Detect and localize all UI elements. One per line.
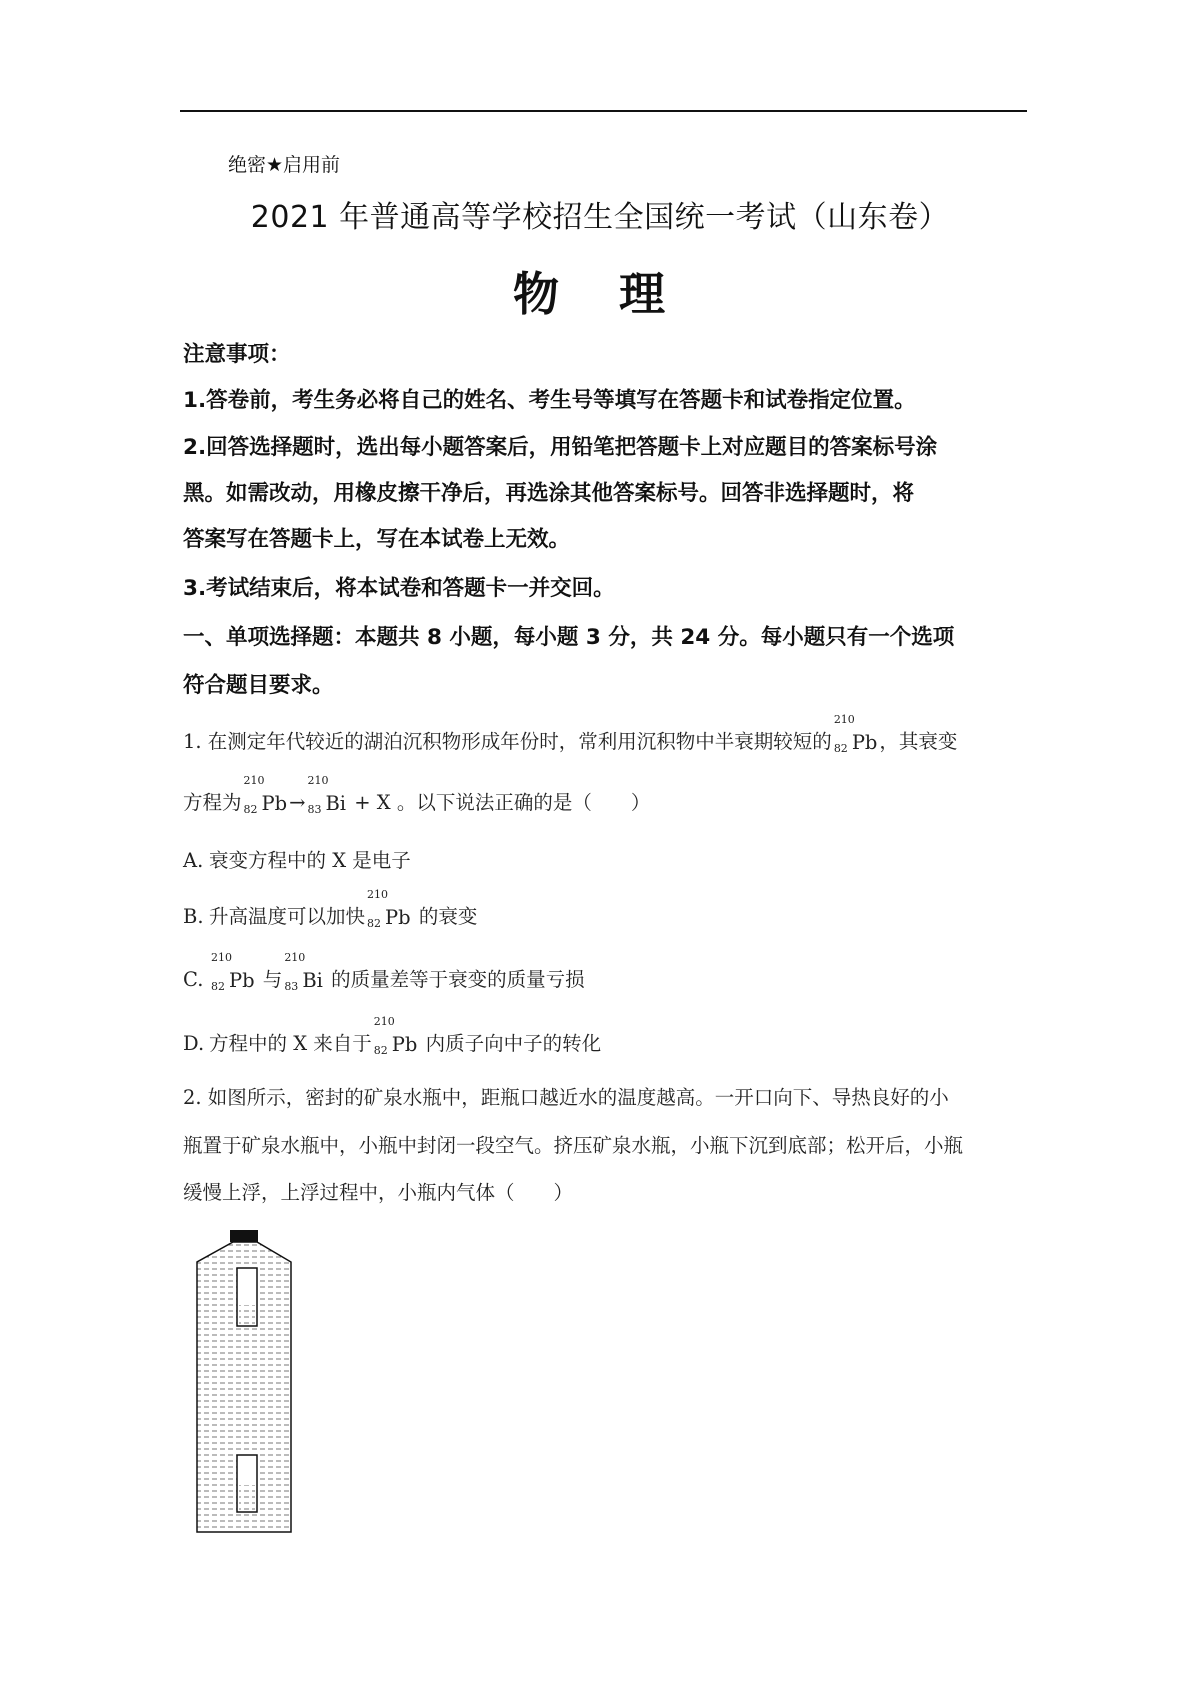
small-vial-top (237, 1268, 257, 1326)
note-line-4: 答案写在答题卡上，写在本试卷上无效。 (183, 527, 571, 552)
subject-title: 物 理 (512, 267, 687, 321)
question-1-line-2: 方程为 210 82 Pb → 210 83 Bi + X 。以下说法正确的是（ ） (183, 788, 650, 819)
bottle-figure (195, 1230, 295, 1535)
bi-nuclide: 210 83 Bi (307, 773, 347, 816)
notes-title: 注意事项： (183, 342, 291, 367)
small-vial-bottom (237, 1455, 257, 1512)
note-line-1: 1.答卷前，考生务必将自己的姓名、考生号等填写在答题卡和试卷指定位置。 (183, 388, 916, 413)
option-d: D. 方程中的 X 来自于 210 82 Pb 内质子向中子的转化 (183, 1029, 601, 1060)
note-line-5: 3.考试结束后，将本试卷和答题卡一并交回。 (183, 576, 615, 601)
question-2-line-2: 瓶置于矿泉水瓶中，小瓶中封闭一段空气。挤压矿泉水瓶，小瓶下沉到底部；松开后，小瓶 (183, 1134, 964, 1157)
question-2-line-1: 2. 如图所示，密封的矿泉水瓶中，距瓶口越近水的温度越高。一开口向下、导热良好的小 (183, 1086, 949, 1109)
top-rule (180, 110, 1027, 112)
arrow-symbol: → (289, 791, 306, 814)
pb-nuclide: 210 82 Pb (367, 887, 411, 930)
option-text: 衰变方程中的 X 是电子 (209, 849, 411, 872)
question-1-line-1: 1. 在测定年代较近的湖泊沉积物形成年份时，常利用沉积物中半衰期较短的 210 82 Pb ，其衰变 (183, 727, 957, 758)
option-a (183, 846, 411, 876)
pb-nuclide: 210 82 Pb (373, 1014, 418, 1057)
note-line-3: 黑。如需改动，用橡皮擦干净后，再选涂其他答案标号。回答非选择题时，将 (183, 481, 915, 506)
option-letter: D. (183, 1032, 205, 1055)
pb-nuclide: 210 82 Pb (211, 950, 255, 993)
question-2-line-3: 缓慢上浮，上浮过程中，小瓶内气体（ ） (183, 1181, 574, 1204)
q1-text: 1. 在测定年代较近的湖泊沉积物形成年份时，常利用沉积物中半衰期较短的 (183, 730, 832, 753)
section-heading-line-2: 符合题目要求。 (183, 673, 334, 698)
bi-nuclide: 210 83 Bi (284, 950, 323, 993)
section-heading-line-1: 一、单项选择题：本题共 8 小题，每小题 3 分，共 24 分。每小题只有一个选项 (183, 625, 955, 650)
secret-mark: 绝密★启用前 (228, 154, 341, 176)
bottle-cap (230, 1230, 258, 1242)
pb-nuclide: 210 82 Pb (243, 773, 288, 816)
option-letter: A. (183, 849, 204, 872)
exam-title: 2021 年普通高等学校招生全国统一考试（山东卷） (250, 200, 950, 235)
option-b: B. 升高温度可以加快 210 82 Pb 的衰变 (183, 902, 477, 933)
note-line-2: 2.回答选择题时，选出每小题答案后，用铅笔把答题卡上对应题目的答案标号涂 (183, 435, 938, 460)
option-letter: C. (183, 968, 204, 991)
pb-nuclide: 210 82 Pb (833, 712, 878, 755)
option-letter: B. (183, 905, 204, 928)
option-c: C. 210 82 Pb 与 210 83 Bi 的质量差等于衰变的质量亏损 (183, 965, 585, 996)
